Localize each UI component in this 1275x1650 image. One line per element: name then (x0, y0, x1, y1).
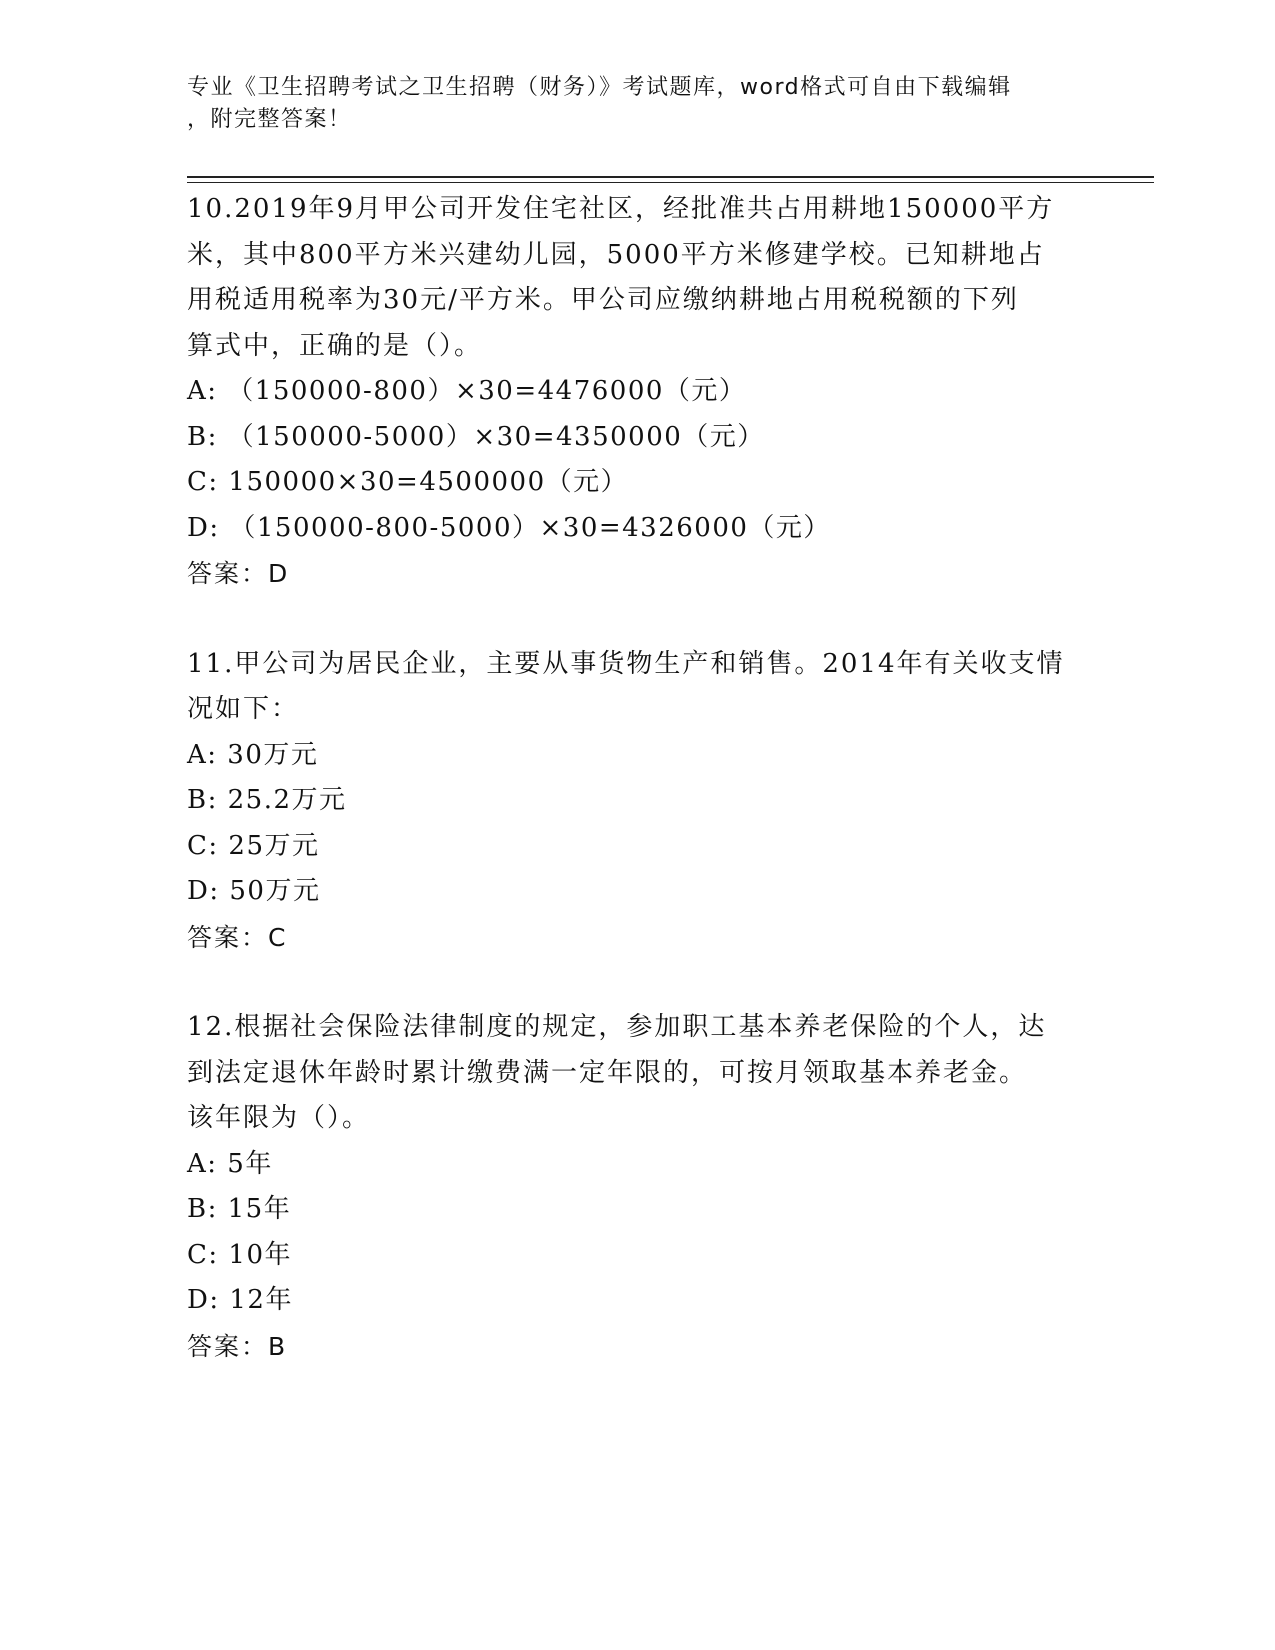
document-header (187, 72, 1087, 136)
option-b: B: 15年 (187, 1194, 292, 1224)
option-a: A: 5年 (187, 1148, 273, 1179)
question-text-line: 况如下： (187, 694, 300, 724)
question-list (187, 187, 1087, 1369)
question-spacer (187, 960, 1087, 1005)
answer-line: 答案：B (187, 1331, 288, 1361)
question-text-line: 用税适用税率为30元/平方米。甲公司应缴纳耕地占用税税额的下列 (187, 285, 1019, 315)
question-12 (187, 1005, 1087, 1369)
option-a: A: 30万元 (187, 739, 319, 770)
header-line-2: ，附完整答案！ (187, 107, 352, 132)
question-text-line: 米，其中800平方米兴建幼儿园，5000平方米修建学校。已知耕地占 (187, 239, 1045, 270)
question-text-line: 11.甲公司为居民企业，主要从事货物生产和销售。2014年有关收支情 (187, 648, 1065, 679)
question-text-line: 10.2019年9月甲公司开发住宅社区，经批准共占用耕地150000平方 (187, 194, 1055, 224)
header-divider-thin (187, 182, 1154, 183)
option-d: D: 12年 (187, 1285, 293, 1315)
option-b: B: （150000-5000）×30=4350000（元） (187, 421, 765, 452)
question-11 (187, 642, 1087, 961)
option-c: C: 10年 (187, 1239, 293, 1270)
option-c: C: 150000×30=4500000（元） (187, 467, 629, 497)
question-text-line: 到法定退休年龄时累计缴费满一定年限的，可按月领取基本养老金。 (187, 1057, 1028, 1088)
option-d: D: （150000-800-5000）×30=4326000（元） (187, 512, 831, 543)
option-c: C: 25万元 (187, 830, 320, 861)
answer-line: 答案：D (187, 559, 290, 588)
question-text-line: 该年限为（）。 (187, 1103, 371, 1133)
question-10 (187, 187, 1087, 597)
option-d: D: 50万元 (187, 876, 321, 906)
option-a: A: （150000-800）×30=4476000（元） (187, 376, 747, 406)
question-text-line: 算式中，正确的是（）。 (187, 330, 483, 361)
header-divider-thick (187, 176, 1154, 178)
question-spacer (187, 597, 1087, 642)
question-text-line: 12.根据社会保险法律制度的规定，参加职工基本养老保险的个人，达 (187, 1012, 1047, 1042)
header-line-1: 专业《卫生招聘考试之卫生招聘（财务）》考试题库，word格式可自由下载编辑 (187, 75, 1012, 100)
option-b: B: 25.2万元 (187, 785, 347, 815)
answer-line: 答案：C (187, 922, 288, 952)
